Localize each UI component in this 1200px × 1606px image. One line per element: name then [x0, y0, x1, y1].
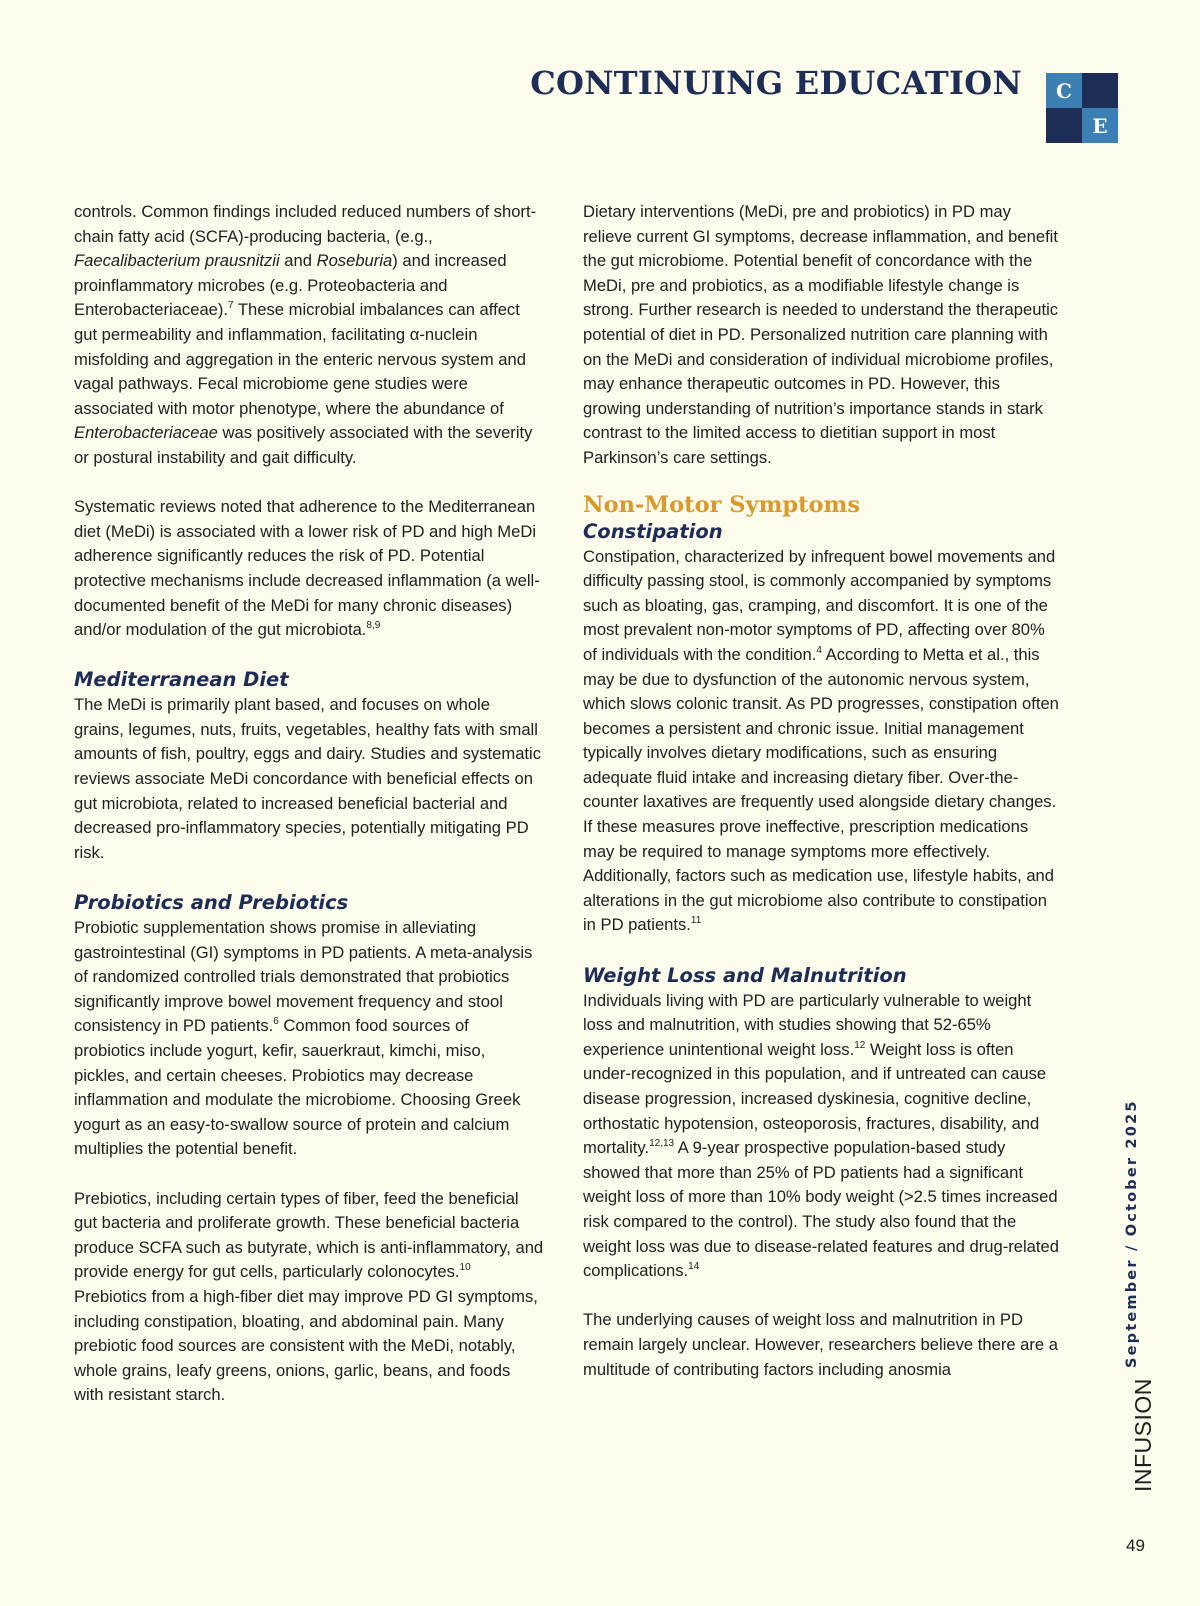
ce-logo-block — [1082, 73, 1118, 108]
paragraph-systematic-reviews: Systematic reviews noted that adherence to the Mediterranean diet (MeDi) is associated with a lower risk of PD and high MeDi adherence significantly reduces the risk of PD. Potential protective mechanisms include decreased inflammation (a well-documented benefit of the MeDi for many chronic diseases) and/or modulation of the gut microbiota.$^{8,9}$ — [74, 497, 540, 640]
magazine-brand: INFUSION — [1130, 1378, 1156, 1492]
right-column — [583, 200, 1059, 1382]
citation: 11 — [690, 915, 702, 927]
section-title: CONTINUING EDUCATION — [530, 64, 1022, 102]
paragraph-prebiotics: Prebiotics, including certain types of fiber, feed the beneficial gut bacteria and proliferate growth. These beneficial bacteria produce SCFA such as butyrate, which is anti-inflammatory, and provide energy for gut cells, particularly colonocytes.$^{10}$ Prebiotics from a high-fiber diet may improve PD GI symptoms, including constipation, bloating, and abdominal pain. Many prebiotic food sources are consistent with the MeDi, notably, whole grains, leafy greens, onions, garlic, beans, and foods with resistant starch. — [74, 1188, 544, 1405]
paragraph-dietary-interventions: Dietary interventions (MeDi, pre and probiotics) in PD may relieve current GI symptoms, decrease inflammation, and benefit the gut microbiome. Potential benefit of concordance with the MeDi, pre and probiotics, as a modifiable lifestyle change is strong. Further research is needed to understand the therapeutic potential of diet in PD. Personalized nutrition care planning with on the MeDi and consideration of individual microbiome profiles, may enhance therapeutic outcomes in PD. However, this growing understanding of nutrition’s importance stands in stark contrast to the limited access to dietitian support in most Parkinson’s care settings. — [583, 202, 1059, 467]
ce-logo-e: E — [1082, 108, 1118, 143]
paragraph-medi: The MeDi is primarily plant based, and focuses on whole grains, legumes, nuts, fruits, vegetables, healthy fats with small amounts of fish, poultry, eggs and dairy. Studies and systematic reviews associate MeDi concordance with beneficial effects on gut microbiota, related to increased beneficial bacterial and decreased pro-inflammatory species, potentially mitigating PD risk. — [74, 695, 542, 862]
paragraph-constipation: Constipation, characterized by infrequent bowel movements and difficulty passing stool, is commonly accompanied by symptoms such as bloating, gas, cramping, and discomfort. It is one of the most prevalent non-motor symptoms of PD, affecting over 80% of individuals with the condition.$^4$ According to Metta et al., this may be due to dysfunction of the autonomic nervous system, which slows colonic transit. As PD progresses, constipation often becomes a persistent and chronic issue. Initial management typically involves dietary modifications, such as ensuring adequate fluid intake and increasing dietary fiber. Over-the-counter laxatives are frequently used alongside dietary changes. If these measures prove ineffective, prescription medications may be required to manage symptoms more effectively. Additionally, factors such as medication use, lifestyle habits, and alterations in the gut microbiome also contribute to constipation in PD patients.$^{11}$ — [583, 546, 1059, 935]
ce-logo-block — [1046, 108, 1082, 143]
page-number: 49 — [1126, 1536, 1145, 1555]
left-column — [74, 200, 544, 1408]
paragraph-underlying-causes: The underlying causes of weight loss and malnutrition in PD remain largely unclear. However, researchers believe there are a multitude of contributing factors including anosmia — [583, 1310, 1059, 1379]
heading-weight-loss-malnutrition: Weight Loss and Malnutrition — [583, 963, 907, 987]
paragraph-weight-loss: Individuals living with PD are particularly vulnerable to weight loss and malnutrition, with studies showing that 52-65% experience unintentional weight loss.$^{12}$ Weight loss is often under-recognized in this population, and if untreated can cause disease progression, increased dyskinesia, cognitive decline, orthostatic hypotension, osteoporosis, fractures, disability, and mortality.$^{12,13}$ A 9-year prospective population-based study showed that more than 25% of PD patients had a significant weight loss of more than 10% body weight (>2.5 times increased risk compared to the control). The study also found that the weight loss was due to disease-related features and drug-related complications.$^{14}$ — [583, 990, 1059, 1281]
heading-mediterranean-diet: Mediterranean Diet — [74, 668, 289, 692]
citation: 4 — [816, 644, 822, 656]
citation: 10 — [459, 1262, 471, 1274]
paragraph-probiotics: Probiotic supplementation shows promise in alleviating gastrointestinal (GI) symptoms in PD patients. A meta-analysis of randomized controlled trials demonstrated that probiotics significantly improve bowel movement frequency and stool consistency in PD patients.$^6$ Common food sources of probiotics include yogurt, kefir, sauerkraut, kimchi, miso, pickles, and certain cheeses. Probiotics may decrease inflammation and modulate the microbiome. Choosing Greek yogurt as an easy-to-swallow source of protein and calcium multiplies the potential benefit. — [74, 918, 533, 1159]
heading-constipation: Constipation — [583, 519, 723, 543]
citation: 12 — [854, 1039, 866, 1051]
heading-non-motor-symptoms: Non-Motor Symptoms — [583, 491, 861, 518]
heading-probiotics-prebiotics: Probiotics and Prebiotics — [74, 891, 349, 915]
citation: 7 — [228, 300, 234, 312]
ce-logo — [1046, 73, 1118, 143]
citation: 12,13 — [649, 1138, 675, 1150]
issue-date: September / October 2025 — [1124, 1099, 1140, 1368]
citation: 8,9 — [366, 620, 381, 632]
paragraph-microbial-imbalance: controls. Common findings included reduced numbers of short-chain fatty acid (SCFA)-producing bacteria, (e.g., Faecalibacterium prausnitzii and Roseburia) and increased proinflammatory microbes (e.g. Proteobacteria and Enterobacteriaceae).$^7$ These microbial imbalances can affect gut permeability and inflammation, facilitating α-nuclein misfolding and aggregation in the enteric nervous system and vagal pathways. Fecal microbiome gene studies were associated with motor phenotype, where the abundance of Enterobacteriaceae was positively associated with the severity or postural instability and gait difficulty. — [74, 202, 537, 467]
ce-logo-c: C — [1046, 73, 1082, 108]
citation: 6 — [273, 1016, 279, 1028]
citation: 14 — [688, 1261, 700, 1273]
